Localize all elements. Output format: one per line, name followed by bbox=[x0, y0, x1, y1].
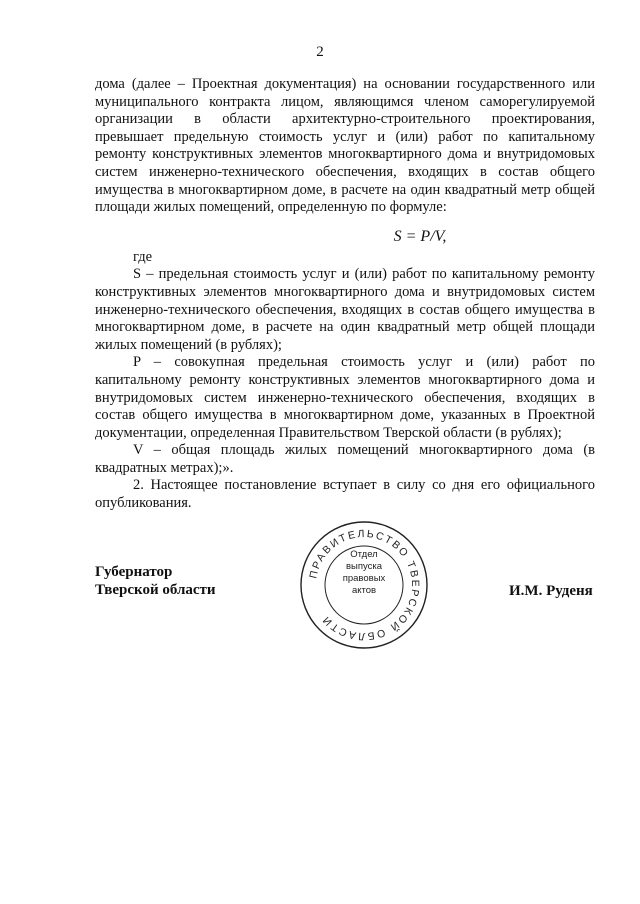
svg-text:ПРАВИТЕЛЬСТВО ТВЕРСКОЙ ОБЛАСТИ: ПРАВИТЕЛЬСТВО ТВЕРСКОЙ ОБЛАСТИ bbox=[307, 527, 422, 643]
stamp-line-3: правовых bbox=[342, 573, 386, 584]
definition-v: V – общая площадь жилых помещений многоквартирного дома (в квадратных метрах);». bbox=[95, 442, 595, 476]
paragraph-continuation: дома (далее – Проектная документация) на основании государственного или муниципального контракта лицом, являющимся членом саморегулируемой организации в области архитектурно-строительного проектирования, превышает предельную стоимость услуг и (или) работ по капитальному ремонту конструктивных элементов многоквартирного дома и внутридомовых систем инженерно-технического обеспечения, входящих в состав общего имущества в многоквартирном доме, в расчете на один квадратный метр общей площади жилых помещений, определенную по формуле: bbox=[95, 76, 595, 216]
stamp-line-1: Отдел bbox=[350, 549, 378, 560]
definition-s: S – предельная стоимость услуг и (или) работ по капитальному ремонту конструктивных элементов многоквартирного дома и внутридомовых систем инженерно-технического обеспечения, входящих в состав общего имущества в многоквартирном доме, в расчете на один квадратный метр общей площади жилых помещений (в рублях); bbox=[95, 266, 595, 353]
item-2-effective-date: 2. Настоящее постановление вступает в силу со дня его официального опубликования. bbox=[95, 477, 595, 512]
formula: S = P/V, bbox=[393, 227, 447, 245]
signatory-title bbox=[95, 563, 216, 599]
stamp-line-4: актов bbox=[351, 585, 377, 596]
where-label: где bbox=[133, 248, 153, 265]
stamp-center-text bbox=[333, 549, 395, 621]
document-body bbox=[95, 76, 595, 513]
official-stamp bbox=[298, 519, 430, 651]
stamp-line-2: выпуска bbox=[345, 561, 383, 572]
definition-p: P – совокупная предельная стоимость услуг и (или) работ по капитальному ремонту конструктивных элементов многоквартирного дома и внутридомовых систем инженерно-технического обеспечения, входящих в состав общего имущества в многоквартирном доме, указанных в Проектной документации, определенная Правительством Тверской области (в рублях); bbox=[95, 354, 595, 441]
signatory-title-line1: Губернатор bbox=[95, 564, 173, 580]
signatory-title-line2: Тверской области bbox=[95, 582, 216, 598]
page-number: 2 bbox=[316, 44, 324, 60]
signatory-name: И.М. Руденя bbox=[509, 583, 593, 599]
